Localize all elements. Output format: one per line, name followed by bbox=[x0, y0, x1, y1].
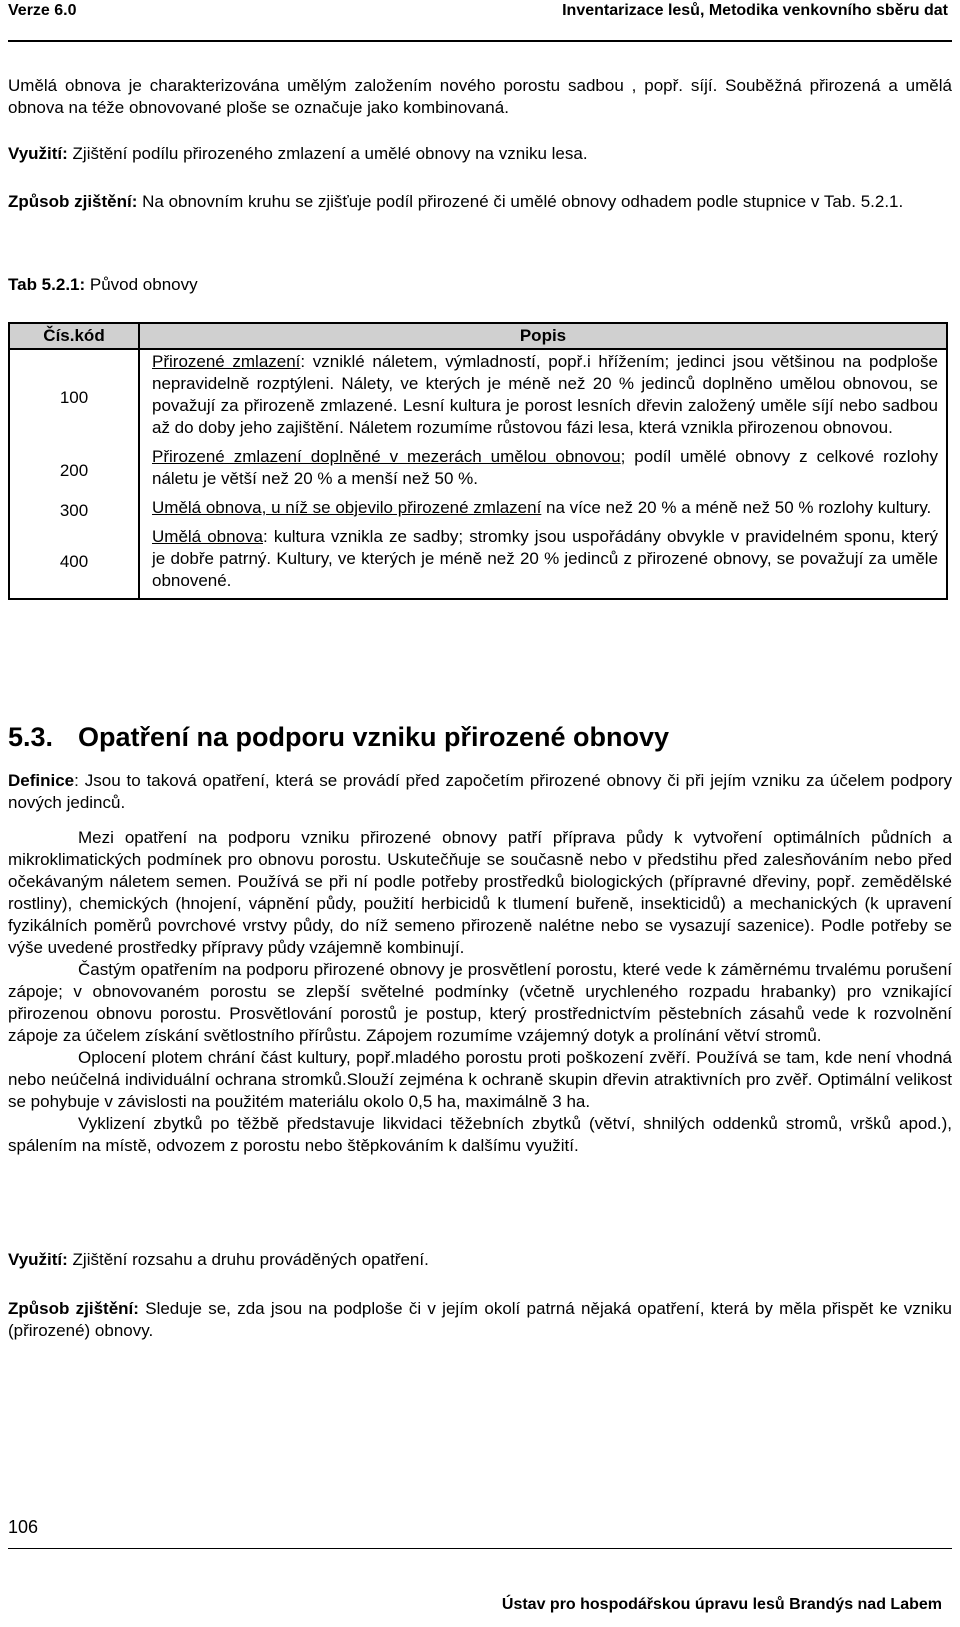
table-row bbox=[9, 445, 947, 496]
section-heading bbox=[8, 722, 669, 753]
section-title: Opatření na podporu vzniku přirozené obnovy bbox=[78, 722, 670, 752]
col-header-desc: Popis bbox=[139, 323, 947, 349]
method-label: Způsob zjištění: bbox=[8, 192, 138, 211]
table-row bbox=[9, 496, 947, 525]
body-paragraph: Vyklizení zbytků po těžbě představuje likvidaci těžebních zbytků (větví, shnilých oddenků stromů, vršků apod.), spálením na místě, odvozem z porostu nebo štěpkováním k dalšímu využití. bbox=[8, 1114, 952, 1155]
row-term: Přirozené zmlazení doplněné v mezerách umělou obnovou bbox=[152, 447, 621, 466]
row-desc bbox=[139, 525, 947, 599]
section-method bbox=[8, 1298, 952, 1342]
use-label: Využití: bbox=[8, 1250, 68, 1269]
row-code: 200 bbox=[9, 445, 139, 496]
header-version: Verze 6.0 bbox=[8, 2, 77, 19]
footer-divider bbox=[8, 1548, 952, 1549]
row-term: Umělá obnova, u níž se objevilo přirozené zmlazení bbox=[152, 498, 542, 517]
row-term: Umělá obnova bbox=[152, 527, 263, 546]
header-title: Inventarizace lesů, Metodika venkovního sběru dat bbox=[562, 2, 948, 19]
method-text: Sleduje se, zda jsou na podploše či v jejím okolí patrná nějaká opatření, která by měla přispět ke vzniku (přirozené) obnovy. bbox=[8, 1299, 952, 1340]
row-code: 300 bbox=[9, 496, 139, 525]
row-desc bbox=[139, 445, 947, 496]
body-paragraph: Oplocení plotem chrání část kultury, popř.mladého porostu proti poškození zvěří. Používá se tam, kde není vhodná nebo neúčelná individuální ochrana stromků.Slouží zejména k ochraně skupin dřevin atraktivních pro zvěř. Optimální velikost se pohybuje v závislosti na použitém materiálu okolo 0,5 ha, maximálně 3 ha. bbox=[8, 1048, 952, 1111]
row-term: Přirozené zmlazení bbox=[152, 352, 301, 371]
definition-paragraph bbox=[8, 770, 952, 814]
use-text: Zjištění podílu přirozeného zmlazení a umělé obnovy na vzniku lesa. bbox=[67, 144, 588, 163]
definition-label: Definice bbox=[8, 771, 75, 790]
row-rest: : vzniklé náletem, výmladností, popř.i hřížením; jedinci jsou většinou na podploše nepravidelně rozptýleni. Nálety, ve kterých je méně než 20 % jedinců doplněno umělou obnovou, se považují za přirozeně zmlazené. Lesní kultura je porost lesních dřevin založený uměle síjí nebo sadbou až do doby jeho zajištění. Náletem rozumíme růstovou fázi lesa, která vznikla přirozenou obnovou. bbox=[152, 352, 938, 437]
row-code: 400 bbox=[9, 525, 139, 599]
col-header-code: Čís.kód bbox=[9, 323, 139, 349]
body-paragraph: Mezi opatření na podporu vzniku přirozené obnovy patří příprava půdy k vytvoření optimálních půdních a mikroklimatických podmínek pro obnovu porostu. Uskutečňuje se současně nebo v předstihu před zalesňováním nebo před očekávaným náletem semen. Používá se při ní podle potřeby prostředků biologických (přípravné dřeviny, popř. zemědělské rostliny), chemických (hnojení, vápnění půdy, použití herbicidů k tlumení buřeně, insekticidů) a mechanických (k upravení fyzikálních poměrů povrchové vrstvy půdy, do níž semeno přirozeně nalétne nebo se vysazují sazenice). Podle potřeby se výše uvedené prostředky přípravy půdy vzájemně kombinují. bbox=[8, 828, 952, 957]
row-rest: na více než 20 % a méně než 50 % rozlohy kultury. bbox=[541, 498, 932, 517]
page-number: 106 bbox=[8, 1517, 39, 1537]
definition-text: : Jsou to taková opatření, která se provádí před započetím přirozené obnovy či při jejím vzniku za účelem podpory nových jedinců. bbox=[8, 771, 952, 812]
section-number: 5.3. bbox=[8, 722, 54, 752]
method-label: Způsob zjištění: bbox=[8, 1299, 139, 1318]
use-text: Zjištění rozsahu a druhu prováděných opatření. bbox=[67, 1250, 429, 1269]
row-code: 100 bbox=[9, 349, 139, 445]
use-label: Využití: bbox=[8, 144, 68, 163]
intro-method bbox=[8, 191, 952, 213]
method-text: Na obnovním kruhu se zjišťuje podíl přirozené či umělé obnovy odhadem podle stupnice v Tab. 5.2.1. bbox=[137, 192, 904, 211]
table-header-row bbox=[9, 323, 947, 349]
body-paragraph: Častým opatřením na podporu přirozené obnovy je prosvětlení porostu, které vede k záměrnému trvalému porušení zápoje; v obnovovaném porostu se zlepší světelné podmínky (včetně urychleného rozpadu hrabanky) pro vznikající přirozenou obnovu porostu. Prosvětlování porostů je postup, který prostřednictvím pěstebních zásahů vede k rozvolnění zápoje za účelem získání světlostního přírůstu. Zápojem rozumíme vzájemný dotyk a prolínání větví stromů. bbox=[8, 960, 952, 1045]
row-desc bbox=[139, 349, 947, 445]
page-header bbox=[8, 0, 952, 42]
body-paragraphs bbox=[8, 827, 952, 1157]
row-desc bbox=[139, 496, 947, 525]
footer-institution: Ústav pro hospodářskou úpravu lesů Brandýs nad Labem bbox=[501, 1596, 942, 1613]
section-use bbox=[8, 1249, 952, 1271]
table-caption-number: Tab 5.2.1: bbox=[8, 275, 86, 294]
row-rest: : kultura vznikla ze sadby; stromky jsou uspořádány obvykle v pravidelném sponu, který je dobře patrný. Kultury, ve kterých je méně než 20 % jedinců z přirozené obnovy, se považují za uměle obnovené. bbox=[152, 527, 938, 590]
intro-paragraph: Umělá obnova je charakterizována umělým založením nového porostu sadbou , popř. síjí. Souběžná přirozená a umělá obnova na téže obnovované ploše se označuje jako kombinovaná. bbox=[8, 76, 952, 117]
table-row bbox=[9, 525, 947, 599]
row-rest: ; podíl umělé obnovy z celkové rozlohy náletu je větší než 20 % a menší než 50 %. bbox=[152, 447, 938, 488]
table-row bbox=[9, 349, 947, 445]
table-caption-text: Původ obnovy bbox=[85, 275, 198, 294]
table-caption bbox=[8, 274, 952, 296]
intro-use bbox=[8, 143, 952, 165]
origin-table bbox=[8, 322, 948, 600]
